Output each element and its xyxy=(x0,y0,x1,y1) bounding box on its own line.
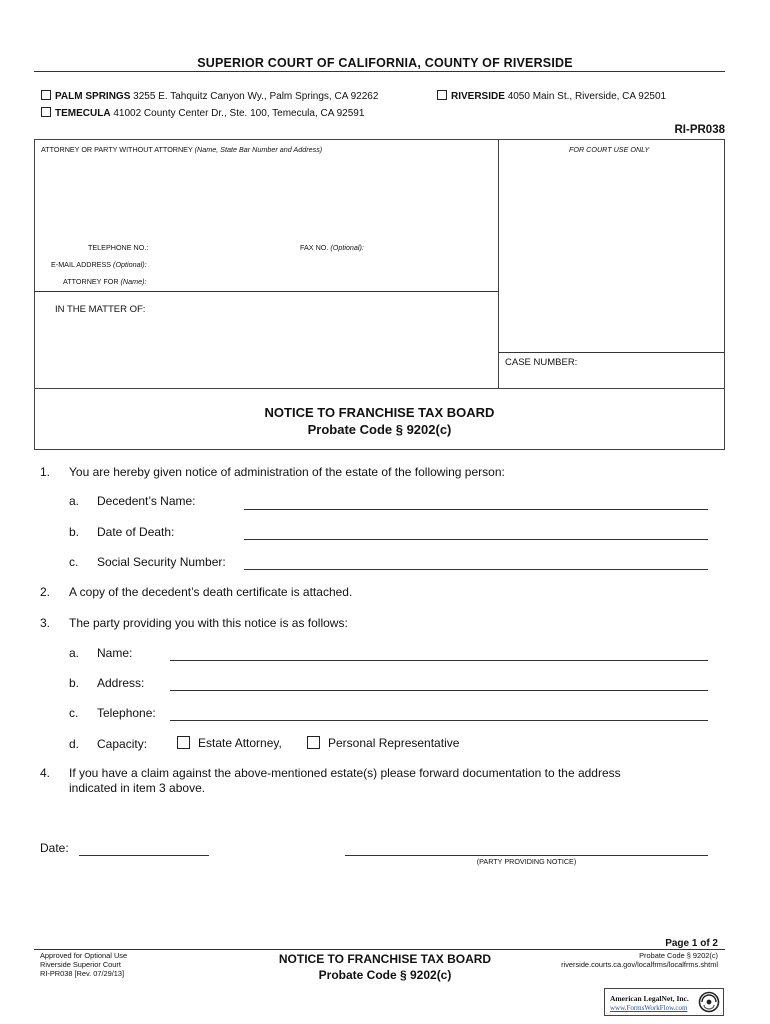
attorney-matter-divider xyxy=(34,291,499,292)
logo-name: American LegalNet, Inc. xyxy=(610,994,689,1003)
estate-attorney-checkbox[interactable] xyxy=(177,736,190,749)
email-hint: (Optional): xyxy=(113,260,147,269)
location-address: 41002 County Center Dr., Ste. 100, Temecula, CA 92591 xyxy=(113,108,365,119)
court-title: SUPERIOR COURT OF CALIFORNIA, COUNTY OF RIVERSIDE xyxy=(197,56,573,70)
item-4-line-2: indicated in item 3 above. xyxy=(69,781,206,795)
item-1c-letter: c. xyxy=(69,555,79,569)
date-field[interactable] xyxy=(79,855,209,856)
fax-label xyxy=(300,243,364,252)
case-number-label: CASE NUMBER: xyxy=(505,357,578,368)
item-1-text: You are hereby given notice of administration of the estate of the following person: xyxy=(69,465,505,479)
item-3b-letter: b. xyxy=(69,676,80,690)
riverside-checkbox[interactable] xyxy=(437,90,447,100)
item-3-text: The party providing you with this notice is as follows: xyxy=(69,616,348,630)
personal-rep-label: Personal Representative xyxy=(328,736,460,750)
logo-globe-icon xyxy=(698,991,720,1013)
party-name-label: Name: xyxy=(97,646,133,660)
item-2-text: A copy of the decedent’s death certificate is attached. xyxy=(69,585,353,599)
header-rule xyxy=(34,71,725,72)
party-address-field[interactable] xyxy=(170,690,708,691)
ssn-field[interactable] xyxy=(244,569,708,570)
date-label: Date: xyxy=(40,841,69,855)
location-name: PALM SPRINGS xyxy=(55,91,131,102)
telephone-label: TELEPHONE NO.: xyxy=(88,243,149,252)
item-3a-letter: a. xyxy=(69,646,80,660)
item-3c-letter: c. xyxy=(69,706,79,720)
location-name: TEMECULA xyxy=(55,108,111,119)
item-3-number: 3. xyxy=(40,616,51,630)
case-number-divider xyxy=(498,352,725,353)
personal-rep-checkbox[interactable] xyxy=(307,736,320,749)
location-address: 4050 Main St., Riverside, CA 92501 xyxy=(507,91,667,102)
page-number: Page 1 of 2 xyxy=(665,938,718,949)
footer-subtitle: Probate Code § 9202(c) xyxy=(318,968,452,982)
item-1-number: 1. xyxy=(40,465,51,479)
footer-title: NOTICE TO FRANCHISE TAX BOARD xyxy=(278,952,492,966)
date-of-death-field[interactable] xyxy=(244,539,708,540)
temecula-checkbox[interactable] xyxy=(41,107,51,117)
ssn-label: Social Security Number: xyxy=(97,555,226,569)
fax-label-text: FAX NO. xyxy=(300,243,329,252)
attorney-label-text: ATTORNEY OR PARTY WITHOUT ATTORNEY xyxy=(41,145,193,154)
attorney-for-hint: (Name): xyxy=(120,277,147,286)
palm-springs-checkbox[interactable] xyxy=(41,90,51,100)
estate-attorney-label: Estate Attorney, xyxy=(198,736,282,750)
attorney-for-label xyxy=(63,277,146,286)
location-address: 3255 E. Tahquitz Canyon Wy., Palm Springs, CA 92262 xyxy=(133,91,379,102)
item-2-number: 2. xyxy=(40,585,51,599)
matter-label: IN THE MATTER OF: xyxy=(55,304,146,315)
footer-website: riverside.courts.ca.gov/localfrms/localfrms.shtml xyxy=(561,960,718,969)
location-temecula xyxy=(41,107,364,119)
location-palm-springs xyxy=(41,90,378,102)
logo-url[interactable]: www.FormsWorkFlow.com xyxy=(610,1004,688,1012)
party-signature-field[interactable] xyxy=(345,855,708,856)
footer-right xyxy=(561,951,718,969)
item-4-number: 4. xyxy=(40,766,51,780)
capacity-option-estate-attorney[interactable] xyxy=(177,736,282,750)
attorney-label-hint: (Name, State Bar Number and Address) xyxy=(194,145,323,154)
attorney-for-text: ATTORNEY FOR xyxy=(63,277,119,286)
party-caption: (PARTY PROVIDING NOTICE) xyxy=(476,857,577,866)
date-of-death-label: Date of Death: xyxy=(97,525,175,539)
party-telephone-field[interactable] xyxy=(170,720,708,721)
form-number: RI-PR038 xyxy=(674,124,725,136)
party-name-field[interactable] xyxy=(170,660,708,661)
email-label xyxy=(51,260,147,269)
footer-statute: Probate Code § 9202(c) xyxy=(639,951,718,960)
notice-subtitle: Probate Code § 9202(c) xyxy=(307,422,452,437)
court-use-text: FOR COURT USE ONLY xyxy=(569,145,650,154)
party-telephone-label: Telephone: xyxy=(97,706,156,720)
item-3d-letter: d. xyxy=(69,737,80,751)
decedent-name-label: Decedent’s Name: xyxy=(97,494,196,508)
footer-court: Riverside Superior Court xyxy=(40,960,121,969)
email-label-text: E-MAIL ADDRESS xyxy=(51,260,112,269)
footer-approved: Approved for Optional Use xyxy=(40,951,128,960)
footer-left xyxy=(40,951,127,978)
item-1a-letter: a. xyxy=(69,494,80,508)
fax-hint: (Optional): xyxy=(330,243,364,252)
party-address-label: Address: xyxy=(97,676,145,690)
decedent-name-field[interactable] xyxy=(244,509,708,510)
footer-revision: RI-PR038 [Rev. 07/29/13] xyxy=(40,969,125,978)
court-use-label xyxy=(569,145,649,154)
footer-center xyxy=(250,951,520,983)
item-1b-letter: b. xyxy=(69,525,80,539)
attorney-label xyxy=(41,145,322,154)
capacity-label: Capacity: xyxy=(97,737,148,751)
footer-rule xyxy=(34,949,725,950)
american-legalnet-logo xyxy=(604,988,724,1016)
item-4-line-1: If you have a claim against the above-mentioned estate(s) please forward documentation to the address xyxy=(69,766,621,780)
location-riverside xyxy=(437,90,666,102)
notice-title: NOTICE TO FRANCHISE TAX BOARD xyxy=(264,405,495,420)
capacity-option-personal-rep[interactable] xyxy=(307,736,459,750)
location-name: RIVERSIDE xyxy=(451,91,505,102)
